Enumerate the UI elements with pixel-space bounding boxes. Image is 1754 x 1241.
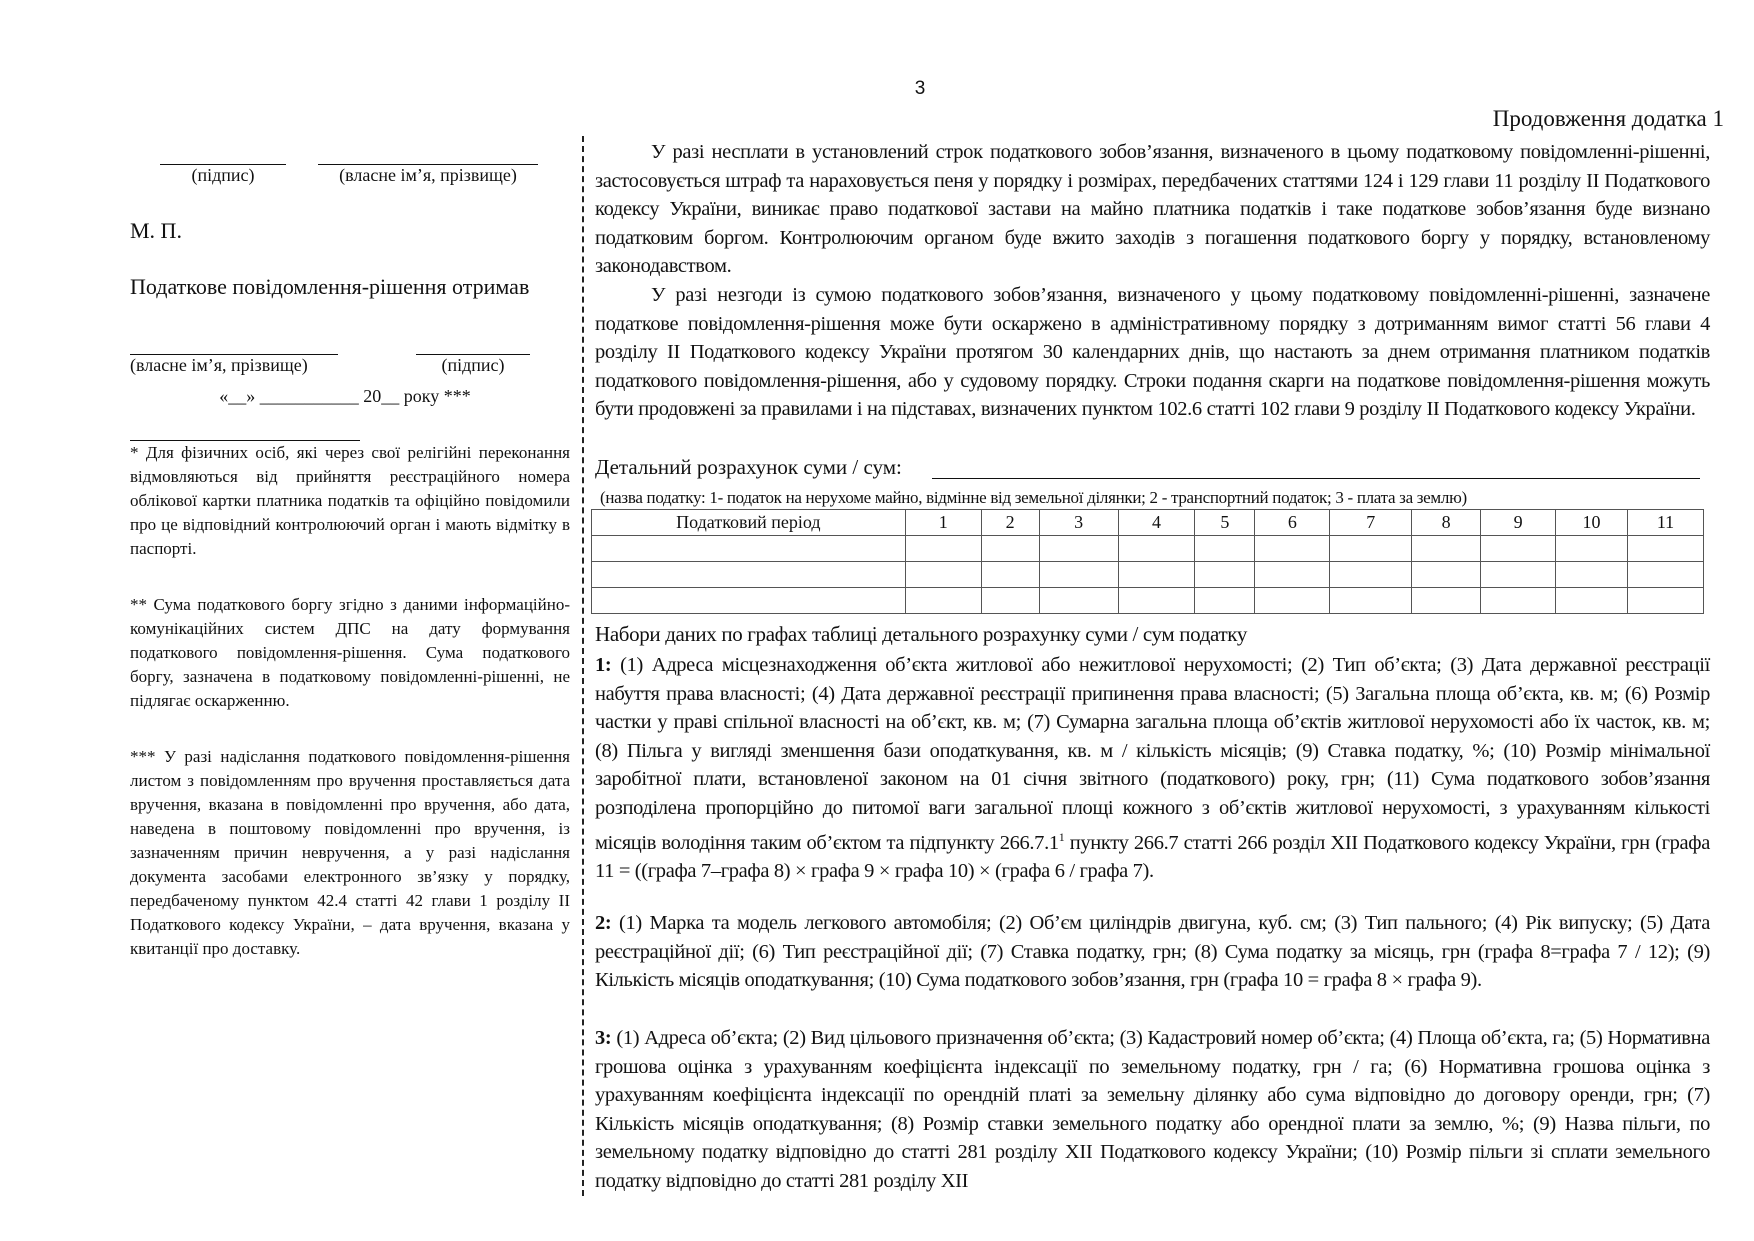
table-cell[interactable] (1255, 562, 1330, 588)
column-header: 7 (1330, 510, 1412, 536)
footnote-2: ** Сума податкового боргу згідно з даними інформаційно-комунікаційних систем ДПС на дату формування податкового повідомлення-рішення. Сума податкового боргу, зазначена в податковому повідомленні-рішенні, не підлягає оскарженню. (130, 595, 570, 710)
table-cell[interactable] (592, 588, 906, 614)
table-header-row (592, 510, 1704, 536)
table-cell[interactable] (905, 588, 981, 614)
appeal-paragraph: У разі незгоди із сумою податкового зобов’язання, визначеного у цьому податковому повідомленні-рішенні, зазначене податкове повідомлення-рішення може бути оскаржено в адміністративному порядку з дотриманням вимог статті 56 глави 4 розділу ІІ Податкового кодексу України протягом 30 календарних днів, що настають за днем отримання платником податків податкового повідомлення-рішення, або у судовому порядку. Строки подання скарги на податкове повідомлення-рішення можуть бути продовжені за правилами і на підставах, визначених пунктом 102.6 статті 102 глави 9 розділу ІІ Податкового кодексу України. (595, 284, 1710, 421)
data-set-text: (1) Адреса об’єкта; (2) Вид цільового призначення об’єкта; (3) Кадастровий номер об’єкта; (4) Площа об’єкта, га; (5) Нормативна грошова оцінка з урахуванням коефіцієнта індексації по земельному податку, грн / га; (6) Нормативна грошова оцінка з урахуванням коефіцієнта індексації по орендній платі за земельну ділянку або сума відповідно до договору оренди, грн; (7) Кількість місяців оподаткування; (8) Розмір ставки земельного податку або орендної плати за землю, %; (9) Назва пільги, по земельному податку відповідно до статті 281 розділу XII Податкового кодексу України; (10) Розмір пільги зі сплати земельного податку відповідно до статті 281 розділу XII (595, 1027, 1710, 1192)
detail-calculation-label: Детальний розрахунок суми / сум: (595, 455, 902, 479)
table-row (592, 536, 1704, 562)
table-cell[interactable] (1039, 562, 1118, 588)
table-cell[interactable] (905, 562, 981, 588)
superscript: 1 (1058, 829, 1065, 844)
continuation-title: Продовження додатка 1 (1492, 106, 1724, 131)
recipient-signature-line (416, 330, 530, 355)
period-header: Податковий період (592, 510, 906, 536)
detail-calculation-field[interactable] (932, 478, 1700, 479)
table-cell[interactable] (1118, 536, 1195, 562)
recipient-signature-field[interactable] (416, 330, 530, 376)
signature-caption: (підпис) (191, 165, 255, 185)
footnote-3: *** У разі надіслання податкового повідомлення-рішення листом з повідомленням про вручення проставляється дата вручення, вказана в повідомленні про вручення, або дата, наведена в поштовому повідомленні про вручення, із зазначенням причин невручення, а у разі надіслання документа засобами електронного зв’язку у порядку, передбаченому пунктом 42.4 статті 42 глави 1 розділу ІІ Податкового кодексу України, – дата вручення, вказана у квитанції про доставку. (130, 747, 570, 958)
data-set-label: 1: (595, 654, 612, 676)
column-header: 8 (1412, 510, 1481, 536)
data-set-text: (1) Адреса місцезнаходження об’єкта житлової або нежитлової нерухомості; (2) Тип об’єкта; (3) Дата державної реєстрації набуття права власності; (4) Дата державної реєстрації припинення права власності; (5) Загальна площа об’єкта, кв. м; (6) Розмір частки у праві спільної власності на об’єкт, кв. м; (7) Сумарна загальна площа об’єктів житлової нерухомості або їх часток, кв. м; (8) Пільга у вигляді зменшення бази оподаткування, кв. м / кількість місяців; (9) Ставка податку, %; (10) Розмір мінімальної заробітної плати, встановленої законом на 01 січня звітного (податкового) року, грн; (11) Сума податкового зобов’язання розподілена пропорційно до питомої ваги загальної площі кожного з об’єктів житлової нерухомості, з урахуванням кількості місяців володіння таким об’єктом та підпункту 266.7.1 (595, 654, 1710, 854)
page-number: 3 (914, 78, 926, 99)
received-title: Податкове повідомлення-рішення отримав (130, 274, 530, 299)
table-row (592, 588, 1704, 614)
table-cell[interactable] (1195, 588, 1255, 614)
stamp-place: М. П. (130, 218, 182, 243)
detail-calculation-table (591, 509, 1704, 614)
nonpayment-paragraph: У разі несплати в установлений строк податкового зобов’язання, визначеного в цьому податковому повідомленні-рішенні, застосовується штраф та нараховується пеня у порядку і розмірах, передбачених статтями 124 і 129 глави 11 розділу ІІ Податкового кодексу України, виникає право податкової застави на майно платника податків і таке податкове зобов’язання буде визнано податковим боргом. Контролюючим органом буде вжито заходів з погашення податкового боргу у порядку, встановленому законодавством. (595, 141, 1710, 278)
table-cell[interactable] (1039, 536, 1118, 562)
data-set-3 (595, 1024, 1710, 1196)
table-cell[interactable] (1412, 562, 1481, 588)
table-cell[interactable] (1556, 588, 1628, 614)
signature-line (160, 140, 286, 165)
table-cell[interactable] (1556, 562, 1628, 588)
table-cell[interactable] (1481, 536, 1556, 562)
table-cell[interactable] (592, 562, 906, 588)
column-header: 2 (981, 510, 1039, 536)
dashed-divider (582, 136, 584, 1196)
data-set-label: 2: (595, 912, 612, 934)
data-set-text: (1) Марка та модель легкового автомобіля; (2) Об’єм циліндрів двигуна, куб. см; (3) Тип пального; (4) Рік випуску; (5) Дата реєстраційної дії; (6) Тип реєстраційної дії; (7) Ставка податку, грн; (8) Сума податку за місяць, грн (графа 8=графа 7 / 12); (9) Кількість місяців оподаткування; (10) Сума податкового зобов’язання, грн (графа 10 = графа 8 × графа 9). (595, 912, 1710, 992)
table-cell[interactable] (1628, 536, 1704, 562)
table-cell[interactable] (1195, 562, 1255, 588)
table-cell[interactable] (905, 536, 981, 562)
signature-field[interactable] (160, 140, 286, 186)
table-cell[interactable] (1039, 588, 1118, 614)
name-caption: (власне ім’я, прізвище) (339, 165, 517, 185)
column-header: 3 (1039, 510, 1118, 536)
column-header: 9 (1481, 510, 1556, 536)
table-cell[interactable] (981, 588, 1039, 614)
table-cell[interactable] (1118, 588, 1195, 614)
table-row (592, 562, 1704, 588)
tax-names-note: (назва податку: 1- податок на нерухоме майно, відмінне від земельної ділянки; 2 - транспортний податок; 3 - плата за землю) (600, 488, 1467, 507)
data-set-2 (595, 909, 1710, 995)
column-header: 6 (1255, 510, 1330, 536)
table-cell[interactable] (981, 562, 1039, 588)
table-cell[interactable] (1481, 588, 1556, 614)
column-header: 11 (1628, 510, 1704, 536)
table-cell[interactable] (1118, 562, 1195, 588)
data-set-1 (595, 651, 1710, 886)
column-header: 4 (1118, 510, 1195, 536)
table-cell[interactable] (1330, 588, 1412, 614)
column-header: 10 (1556, 510, 1628, 536)
table-cell[interactable] (1255, 536, 1330, 562)
column-header: 1 (905, 510, 981, 536)
data-sets-title: Набори даних по графах таблиці детального розрахунку суми / сум податку (595, 622, 1248, 646)
data-set-text-cont: пункту 266.7 статті 266 розділ XII Податкового кодексу України, грн (графа 11 = ((графа 7–графа 8) × графа 9 × графа 10) × (графа 6 / графа 7). (595, 831, 1710, 882)
table-cell[interactable] (1255, 588, 1330, 614)
table-cell[interactable] (1556, 536, 1628, 562)
footnote-1: * Для фізичних осіб, які через свої релігійні переконання відмовляються від прийняття реєстраційного номера облікової картки платника податків та офіційно повідомили про це відповідний контролюючий орган і мають відмітку в паспорті. (130, 443, 570, 558)
table-cell[interactable] (592, 536, 906, 562)
recipient-name-field[interactable] (130, 330, 338, 376)
name-line (318, 140, 538, 165)
recipient-name-caption: (власне ім’я, прізвище) (130, 355, 308, 375)
table-cell[interactable] (1412, 536, 1481, 562)
table-cell[interactable] (1412, 588, 1481, 614)
table-cell[interactable] (981, 536, 1039, 562)
recipient-name-line (130, 330, 338, 355)
table-cell[interactable] (1481, 562, 1556, 588)
name-field[interactable] (318, 140, 538, 186)
table-cell[interactable] (1195, 536, 1255, 562)
data-set-label: 3: (595, 1027, 612, 1049)
table-cell[interactable] (1330, 536, 1412, 562)
column-header: 5 (1195, 510, 1255, 536)
recipient-signature-caption: (підпис) (441, 355, 505, 375)
table-cell[interactable] (1628, 562, 1704, 588)
table-cell[interactable] (1330, 562, 1412, 588)
receipt-date-field[interactable]: «__» ___________ 20__ року *** (219, 386, 471, 406)
table-cell[interactable] (1628, 588, 1704, 614)
